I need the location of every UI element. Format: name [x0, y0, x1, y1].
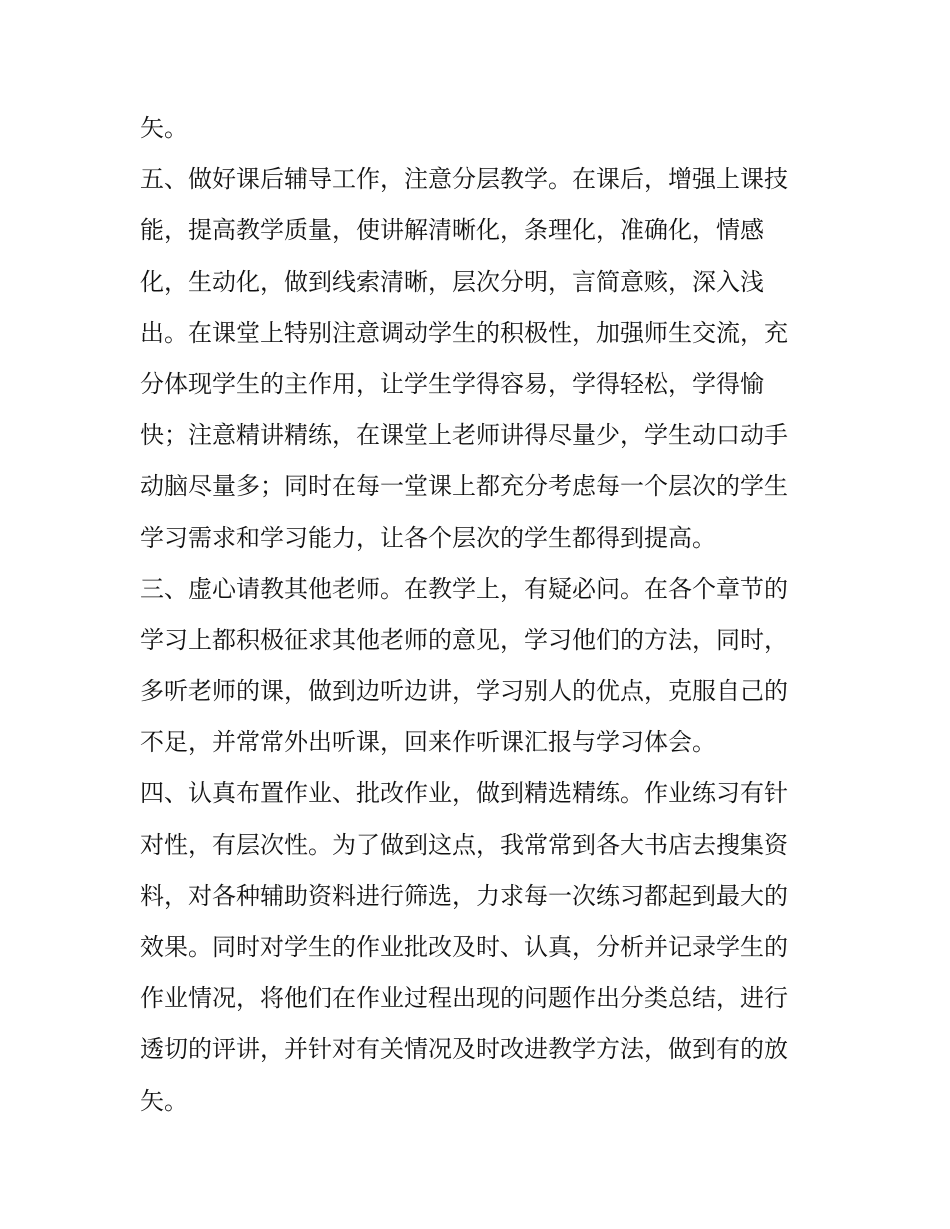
text-line: 矢。: [140, 114, 188, 142]
text-line: 分体现学生的主作用，让学生学得容易，学得轻松，学得愉: [140, 369, 764, 398]
text-line: 学习需求和学习能力，让各个层次的学生都得到提高。: [140, 523, 716, 552]
text-line: 五、做好课后辅导工作，注意分层教学。在课后，增强上课技: [140, 165, 788, 194]
text-line: 化，生动化，做到线索清晰，层次分明，言简意赅，深入浅: [140, 267, 764, 296]
document-body: [140, 103, 820, 1127]
text-line: 多听老师的课，做到边听边讲，学习别人的优点，克服自己的: [140, 677, 788, 706]
text-line: 四、认真布置作业、批改作业，做到精选精练。作业练习有针: [140, 779, 788, 808]
text-line: 对性，有层次性。为了做到这点，我常常到各大书店去搜集资: [140, 830, 788, 859]
text-line: 快；注意精讲精练，在课堂上老师讲得尽量少，学生动口动手: [140, 421, 788, 450]
text-line: 透切的评讲，并针对有关情况及时改进教学方法，做到有的放: [140, 1035, 788, 1064]
text-line: 矢。: [140, 1086, 188, 1115]
text-line: 出。在课堂上特别注意调动学生的积极性，加强师生交流，充: [140, 318, 788, 347]
text-line: 三、虚心请教其他老师。在教学上，有疑必问。在各个章节的: [140, 574, 788, 603]
text-line: 作业情况，将他们在作业过程出现的问题作出分类总结，进行: [140, 984, 788, 1013]
text-line: 效果。同时对学生的作业批改及时、认真，分析并记录学生的: [140, 933, 788, 961]
text-line: 能，提高教学质量，使讲解清晰化，条理化，准确化，情感: [140, 216, 764, 245]
text-line: 料，对各种辅助资料进行筛选，力求每一次练习都起到最大的: [140, 881, 788, 910]
text-line: 学习上都积极征求其他老师的意见，学习他们的方法，同时，: [140, 625, 788, 654]
text-line: 动脑尽量多；同时在每一堂课上都充分考虑每一个层次的学生: [140, 472, 788, 501]
text-line: 不足，并常常外出听课，回来作听课汇报与学习体会。: [140, 728, 716, 757]
